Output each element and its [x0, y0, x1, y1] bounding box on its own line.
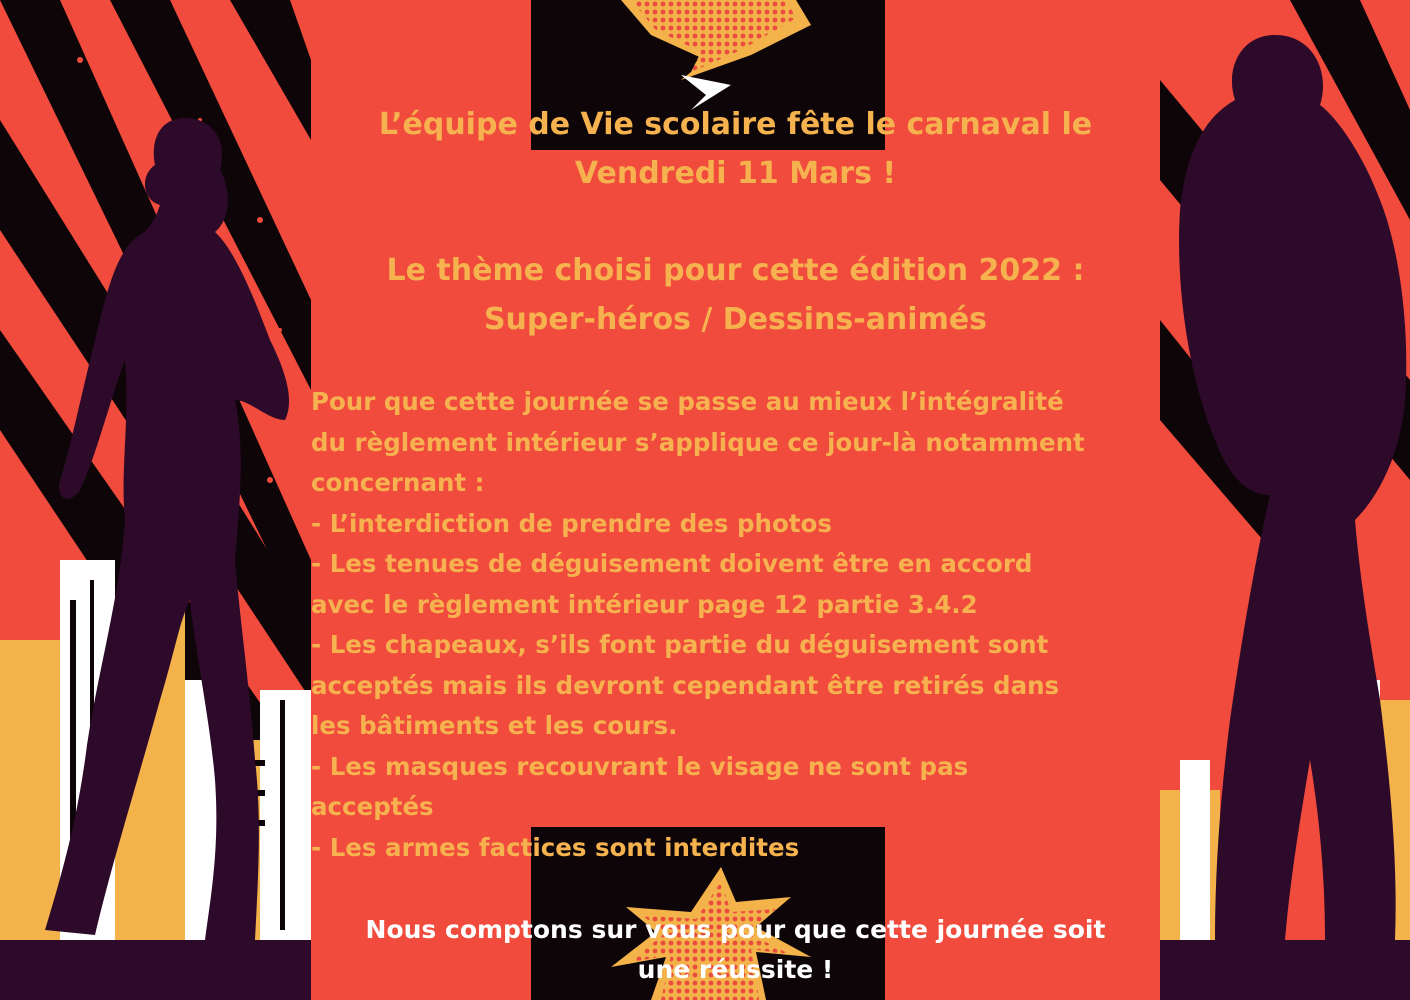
rules-list — [311, 382, 1160, 868]
rule-item-masks-cont: acceptés — [311, 792, 434, 821]
theme-heading — [311, 246, 1160, 344]
rule-item-masks: - Les masques recouvrant le visage ne sont pas — [311, 751, 969, 781]
rule-item-hats: - Les chapeaux, s’ils font partie du déguisement sont — [311, 630, 1049, 659]
closing-message — [311, 910, 1160, 990]
left-hero-illustration — [0, 0, 311, 1000]
theme-line1: Le thème choisi pour cette édition 2022 : — [386, 253, 1085, 288]
rules-line: du règlement intérieur s’applique ce jour-là notamment — [311, 427, 1085, 457]
right-hero-illustration — [1160, 0, 1410, 1000]
closing-line2: une réussite ! — [637, 955, 834, 984]
rule-item-hats-cont: acceptés mais ils devront cependant être retirés dans — [311, 670, 1060, 700]
rule-item-weapons: - Les armes factices sont interdites — [311, 832, 800, 862]
rule-item-costumes-cont: avec le règlement intérieur page 12 partie 3.4.2 — [311, 589, 978, 619]
rule-item-costumes: - Les tenues de déguisement doivent être en accord — [311, 549, 1033, 578]
theme-line2: Super-héros / Dessins-animés — [483, 302, 988, 337]
event-title-line1: L’équipe de Vie scolaire fête le carnaval le — [378, 107, 1093, 142]
rules-line: concernant : — [311, 468, 485, 497]
rules-line: Pour que cette journée se passe au mieux l’intégralité — [311, 387, 1064, 416]
event-title-line2: Vendredi 11 Mars ! — [574, 156, 897, 191]
rule-item-hats-cont: les bâtiments et les cours. — [311, 711, 678, 740]
rule-item-photos: - L’interdiction de prendre des photos — [311, 508, 832, 538]
closing-line1: Nous comptons sur vous pour que cette journée soit — [365, 915, 1106, 944]
event-title — [311, 100, 1160, 198]
